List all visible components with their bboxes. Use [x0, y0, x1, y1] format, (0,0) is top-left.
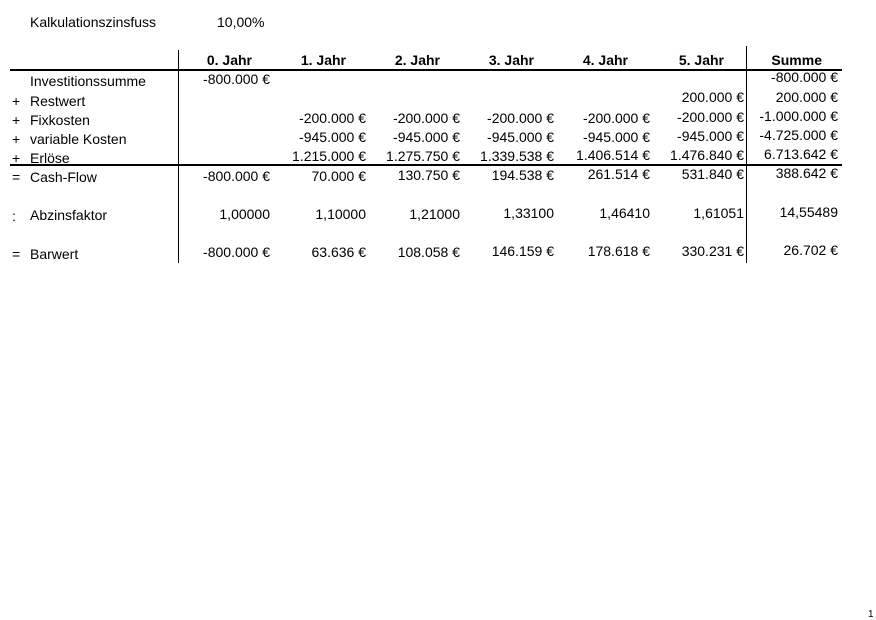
row-label: Erlöse: [30, 150, 70, 166]
cell-year-1: -200.000 €: [299, 110, 366, 126]
cell-year-4: -200.000 €: [583, 110, 650, 126]
cell-year-5: 1,61051: [693, 205, 744, 221]
cell-year-3: 146.159 €: [491, 243, 554, 259]
cell-year-5: 1.476.840 €: [670, 147, 744, 163]
column-header-year-3: 3. Jahr: [488, 52, 534, 68]
cell-year-0: 1,00000: [219, 206, 270, 222]
row-operator: =: [12, 169, 21, 185]
cell-year-4: -945.000 €: [583, 129, 650, 145]
cell-year-4: 178.618 €: [587, 243, 650, 259]
cell-sum: 6.713.642 €: [764, 146, 838, 162]
cell-year-3: 1.339.538 €: [480, 148, 554, 164]
cell-year-5: -200.000 €: [677, 109, 744, 125]
row-label: Barwert: [30, 246, 79, 262]
cell-year-0: -800.000 €: [203, 71, 270, 87]
row-operator: =: [12, 246, 21, 262]
column-header-year-1: 1. Jahr: [300, 52, 346, 68]
cell-year-3: -200.000 €: [487, 110, 554, 126]
cell-sum: -4.725.000 €: [759, 127, 838, 143]
cell-year-1: 1.215.000 €: [292, 148, 366, 164]
row-label: variable Kosten: [30, 131, 127, 147]
cell-year-3: 194.538 €: [491, 167, 554, 183]
cell-year-2: 1.275.750 €: [386, 148, 460, 164]
cell-year-0: -800.000 €: [203, 244, 270, 260]
row-label: Investitionssumme: [30, 73, 146, 89]
row-operator: +: [12, 93, 21, 109]
row-label: Abzinsfaktor: [30, 207, 108, 223]
column-header-year-0: 0. Jahr: [206, 52, 252, 68]
column-header-year-4: 4. Jahr: [582, 52, 628, 68]
cell-year-2: 130.750 €: [397, 167, 460, 183]
cell-sum: -800.000 €: [771, 69, 838, 85]
cell-year-5: 200.000 €: [681, 89, 744, 105]
row-operator: +: [12, 131, 21, 147]
cell-year-5: 330.231 €: [681, 243, 744, 259]
interest-rate-label: Kalkulationszinsfuss: [30, 14, 157, 30]
cell-year-2: -945.000 €: [393, 129, 460, 145]
cell-year-3: 1,33100: [503, 205, 554, 221]
cell-year-1: 1,10000: [315, 206, 366, 222]
column-header-year-2: 2. Jahr: [394, 52, 440, 68]
cell-year-1: 63.636 €: [311, 244, 366, 260]
cell-year-5: -945.000 €: [677, 128, 744, 144]
cell-sum: 14,55489: [779, 204, 838, 220]
cell-sum: 388.642 €: [775, 165, 838, 181]
page-number-mark: 1: [868, 609, 874, 620]
cell-year-4: 1.406.514 €: [576, 147, 650, 163]
cell-year-3: -945.000 €: [487, 129, 554, 145]
interest-rate-value: 10,00%: [217, 14, 265, 30]
cell-year-1: -945.000 €: [299, 129, 366, 145]
cell-year-0: -800.000 €: [203, 168, 270, 184]
cell-sum: 26.702 €: [783, 242, 838, 258]
row-label: Cash-Flow: [30, 169, 97, 185]
row-operator: +: [12, 150, 21, 166]
header-underline: [10, 69, 842, 71]
column-header-sum: Summe: [771, 52, 822, 68]
cell-year-4: 1,46410: [599, 205, 650, 221]
cell-sum: -1.000.000 €: [759, 108, 838, 124]
row-operator: +: [12, 112, 21, 128]
row-operator: :: [12, 208, 16, 224]
cell-year-2: 1,21000: [409, 206, 460, 222]
cell-year-2: -200.000 €: [393, 110, 460, 126]
row-label: Restwert: [30, 93, 86, 109]
cell-sum: 200.000 €: [775, 89, 838, 105]
cell-year-5: 531.840 €: [681, 166, 744, 182]
column-header-year-5: 5. Jahr: [678, 52, 724, 68]
cell-year-2: 108.058 €: [397, 244, 460, 260]
row-label: Fixkosten: [30, 112, 90, 128]
cell-year-4: 261.514 €: [587, 166, 650, 182]
cell-year-1: 70.000 €: [311, 168, 366, 184]
